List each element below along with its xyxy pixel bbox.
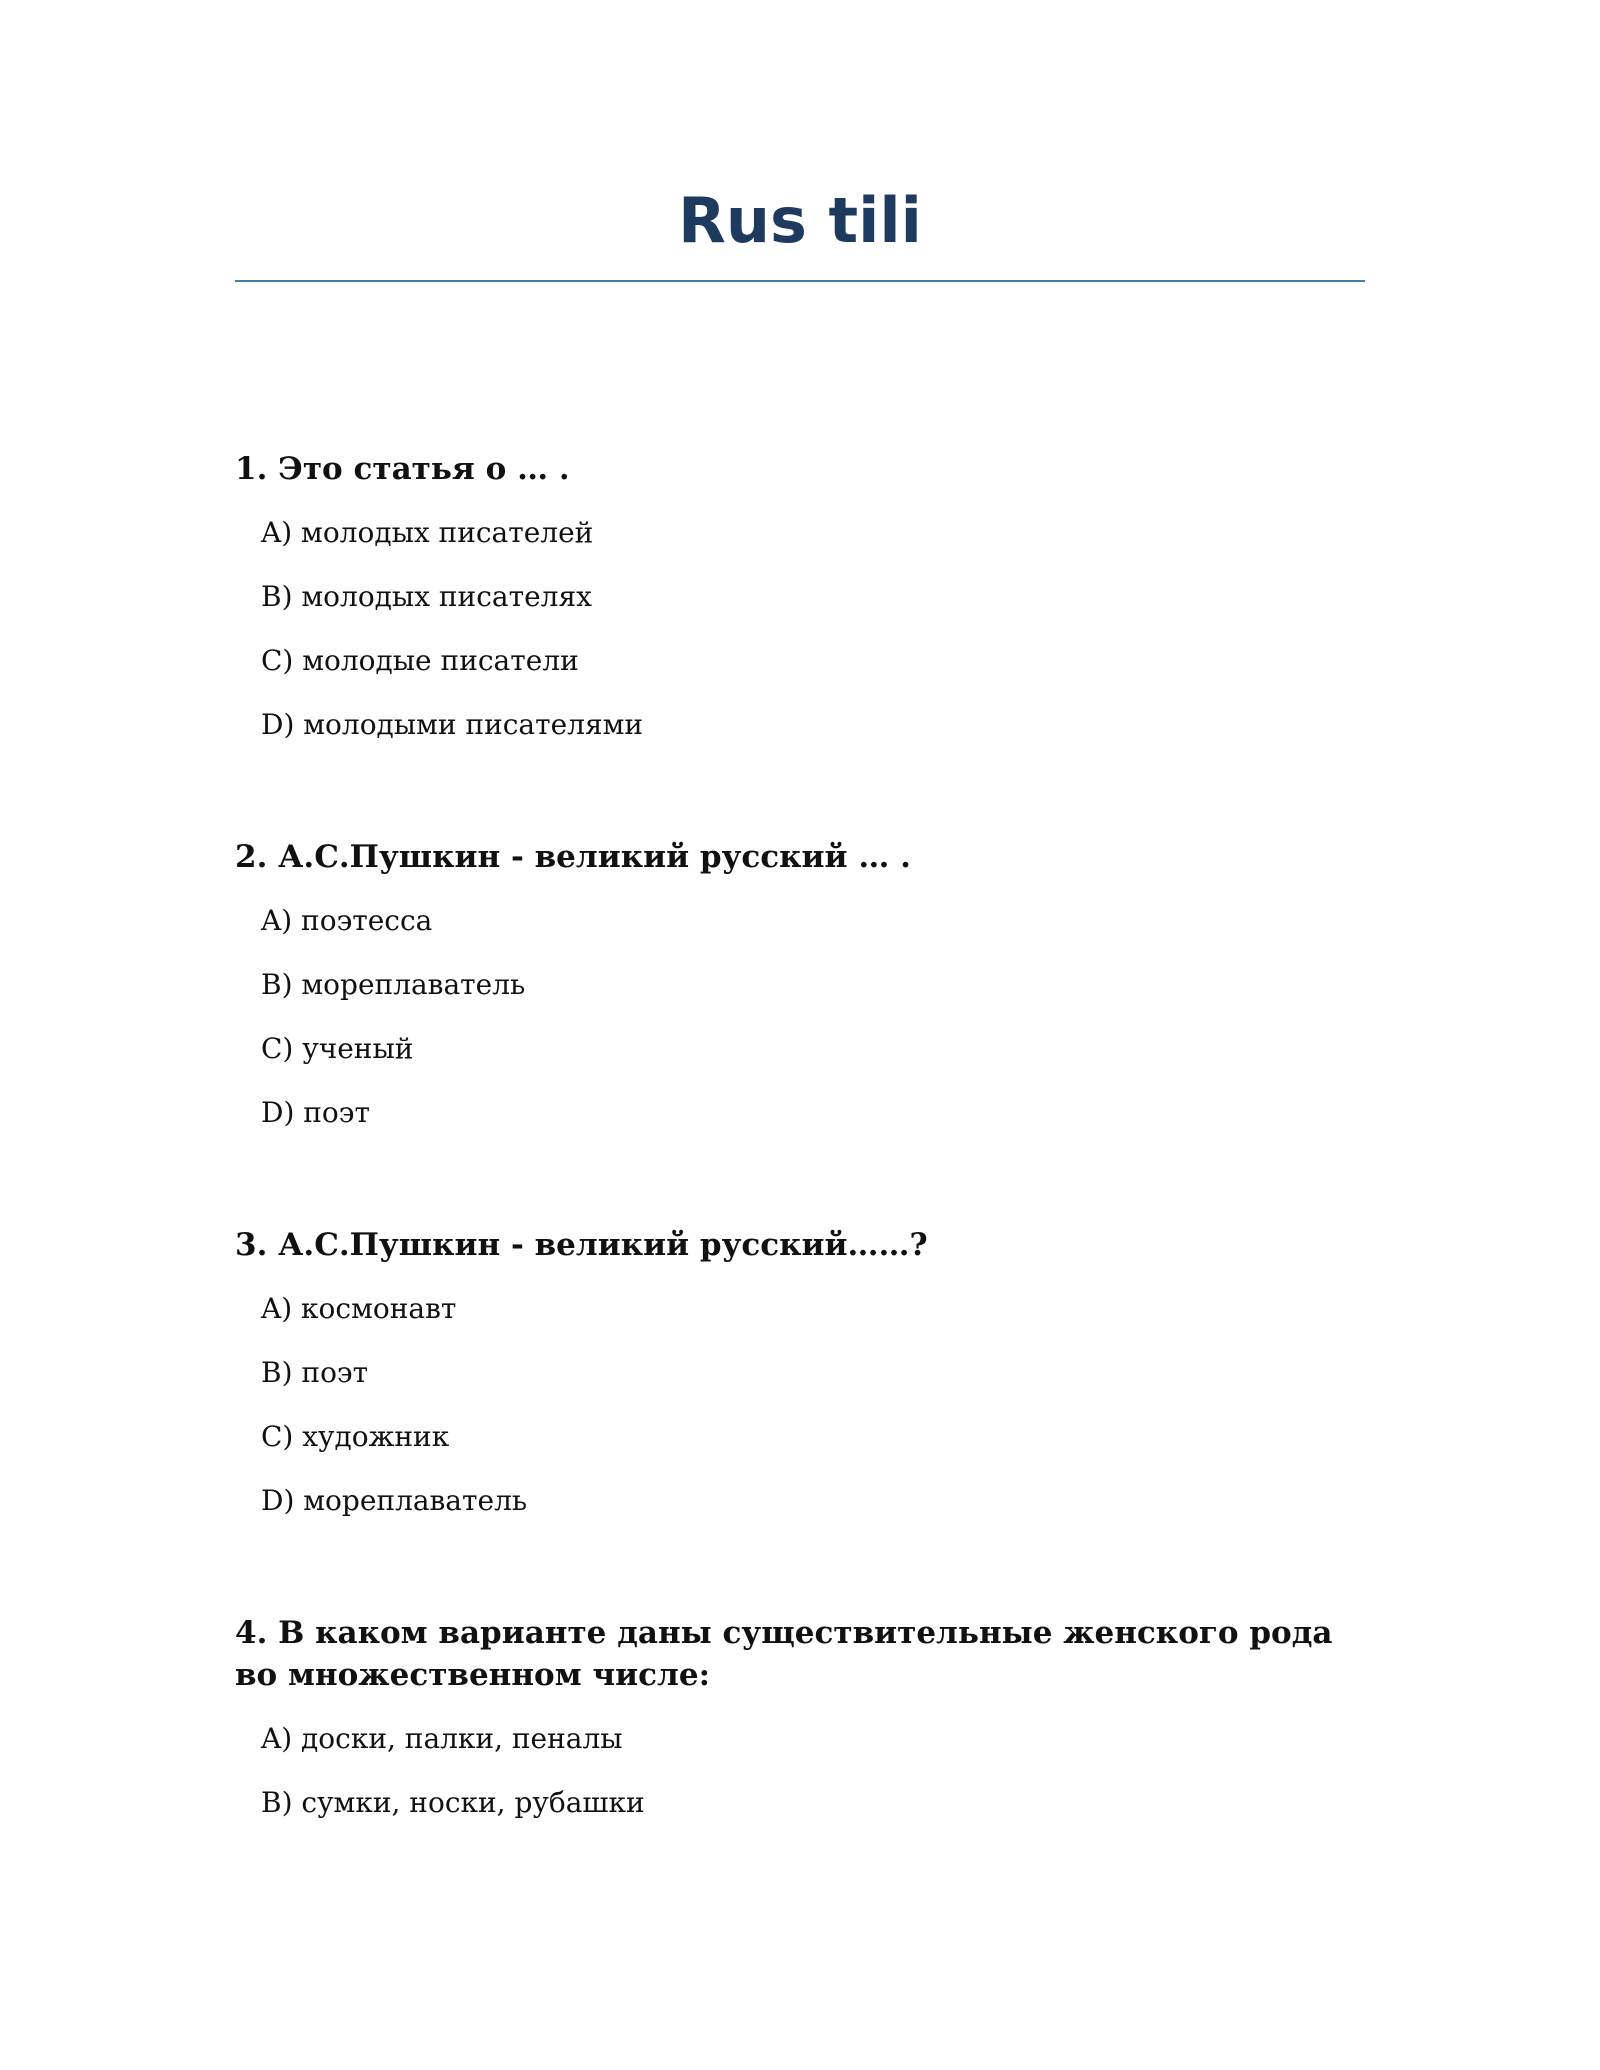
question-1 [235, 448, 1365, 746]
option-a: A) доски, палки, пеналы [261, 1722, 623, 1755]
title-underline [235, 280, 1365, 282]
document-title: Rus tili [678, 184, 922, 257]
option-c: C) молодые писатели [261, 644, 579, 677]
option-c: C) ученый [261, 1032, 414, 1065]
option-a: A) поэтесса [261, 904, 433, 937]
option-d: D) молодыми писателями [261, 708, 644, 741]
option-d: D) мореплаватель [261, 1484, 528, 1517]
answer-options [235, 512, 1365, 746]
question-3 [235, 1224, 1365, 1522]
option-a: A) молодых писателей [261, 516, 594, 549]
option-b: B) сумки, носки, рубашки [261, 1786, 645, 1819]
question-4 [235, 1612, 1365, 1824]
question-text: 4. В каком варианте даны существительные женского рода во множественном числе: [235, 1615, 1333, 1693]
option-c: C) художник [261, 1420, 450, 1453]
option-d: D) поэт [261, 1096, 370, 1129]
option-b: B) мореплаватель [261, 968, 526, 1001]
question-text: 1. Это статья о … . [235, 451, 570, 487]
option-a: A) космонавт [261, 1292, 457, 1325]
answer-options [235, 1288, 1365, 1522]
question-text: 2. А.С.Пушкин - великий русский … . [235, 839, 911, 875]
option-b: B) поэт [261, 1356, 369, 1389]
question-2 [235, 836, 1365, 1134]
answer-options [235, 1718, 1365, 1824]
option-b: B) молодых писателях [261, 580, 592, 613]
question-text: 3. А.С.Пушкин - великий русский……? [235, 1227, 928, 1263]
answer-options [235, 900, 1365, 1134]
